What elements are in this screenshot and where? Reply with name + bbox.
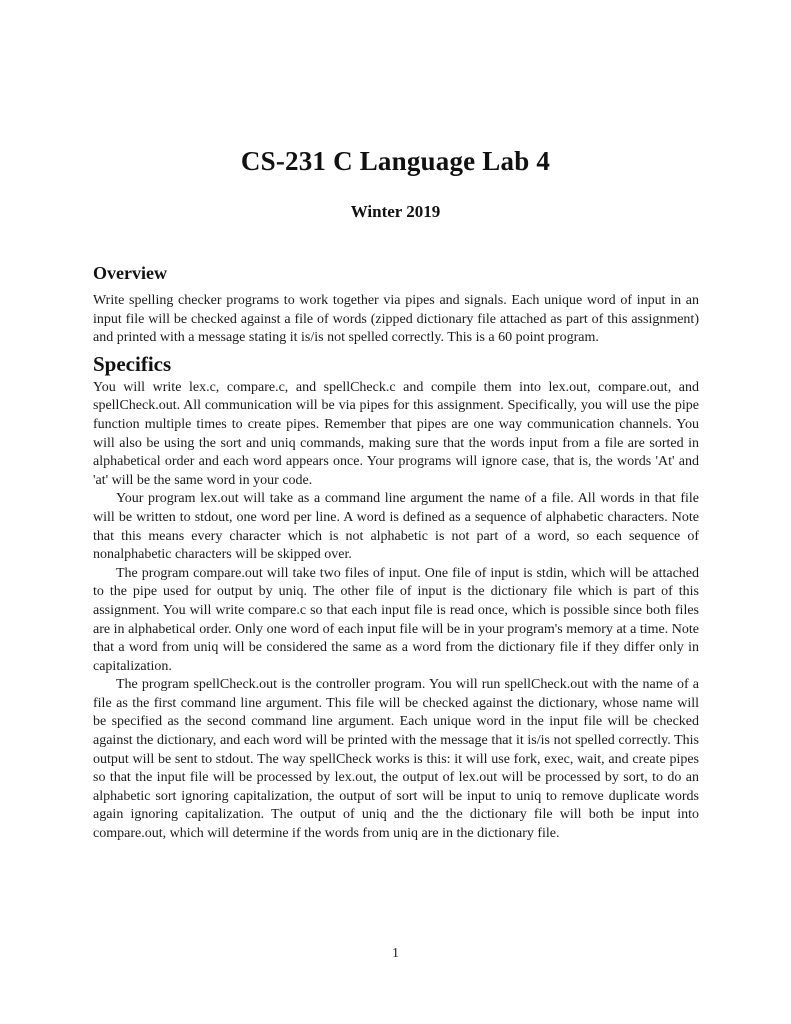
overview-paragraph: Write spelling checker programs to work together via pipes and signals. Each unique word of input in an input file will be checked against a file of words (zipped dictionary file attached as part of this assignment) and printed with a message stating it is/is not spelled correctly. This is a 60 point program.: [93, 293, 699, 346]
specifics-paragraph-compare: The program compare.out will take two files of input. One file of input is stdin, which will be attached to the pipe used for output by uniq. The other file of input is the dictionary file which is part of this assignment. You will write compare.c so that each input file is read once, which is possible since both files are in alphabetical order. Only one word of each input file will be in your program's memory at a time. Note that a word from uniq will be considered the same as a word from the dictionary file if they differ only in capitalization.: [93, 565, 699, 674]
page-number: 1: [392, 946, 399, 961]
document-body: [93, 261, 699, 844]
overview-heading: Overview: [93, 263, 167, 283]
specifics-paragraph-files: You will write lex.c, compare.c, and spellCheck.c and compile them into lex.out, compare.out, and spellCheck.out. All communication will be via pipes for this assignment. Specifically, you will use the pipe function multiple times to create pipes. Remember that pipes are one way communication channels. You will also be using the sort and uniq commands, making sure that the words input from a file are sorted in alphabetical order and each word appears once. Your programs will ignore case, that is, the words 'At' and 'at' will be the same word in your code.: [93, 379, 699, 488]
specifics-heading: Specifics: [93, 351, 172, 376]
document-subtitle: Winter 2019: [350, 202, 441, 221]
specifics-section: [93, 351, 699, 844]
specifics-paragraph-lex: Your program lex.out will take as a command line argument the name of a file. All words in that file will be written to stdout, one word per line. A word is defined as a sequence of alphabetic characters. Note that this means every character which is not alphabetic is not part of a word, so each sequence of nonalphabetic characters will be skipped over.: [93, 491, 699, 563]
document-title: CS-231 C Language Lab 4: [240, 146, 551, 176]
overview-section: [93, 261, 699, 348]
specifics-paragraph-spellcheck: The program spellCheck.out is the controller program. You will run spellCheck.out with the name of a file as the first command line argument. This file will be checked against the dictionary, whose name will be specified as the second command line argument. Each unique word in the input file will be checked against the dictionary, and each word will be printed with the message that it is/is not spelled correctly. This output will be sent to stdout. The way spellCheck works is this: it will use fork, exec, wait, and create pipes so that the input file will be processed by lex.out, the output of lex.out will be processed by sort, to do an alphabetic sort ignoring capitalization, the output of sort will be input to uniq to remove duplicate words again ignoring capitalization. The output of uniq and the the dictionary file will both be input into compare.out, which will determine if the words from uniq are in the dictionary file.: [93, 677, 699, 842]
